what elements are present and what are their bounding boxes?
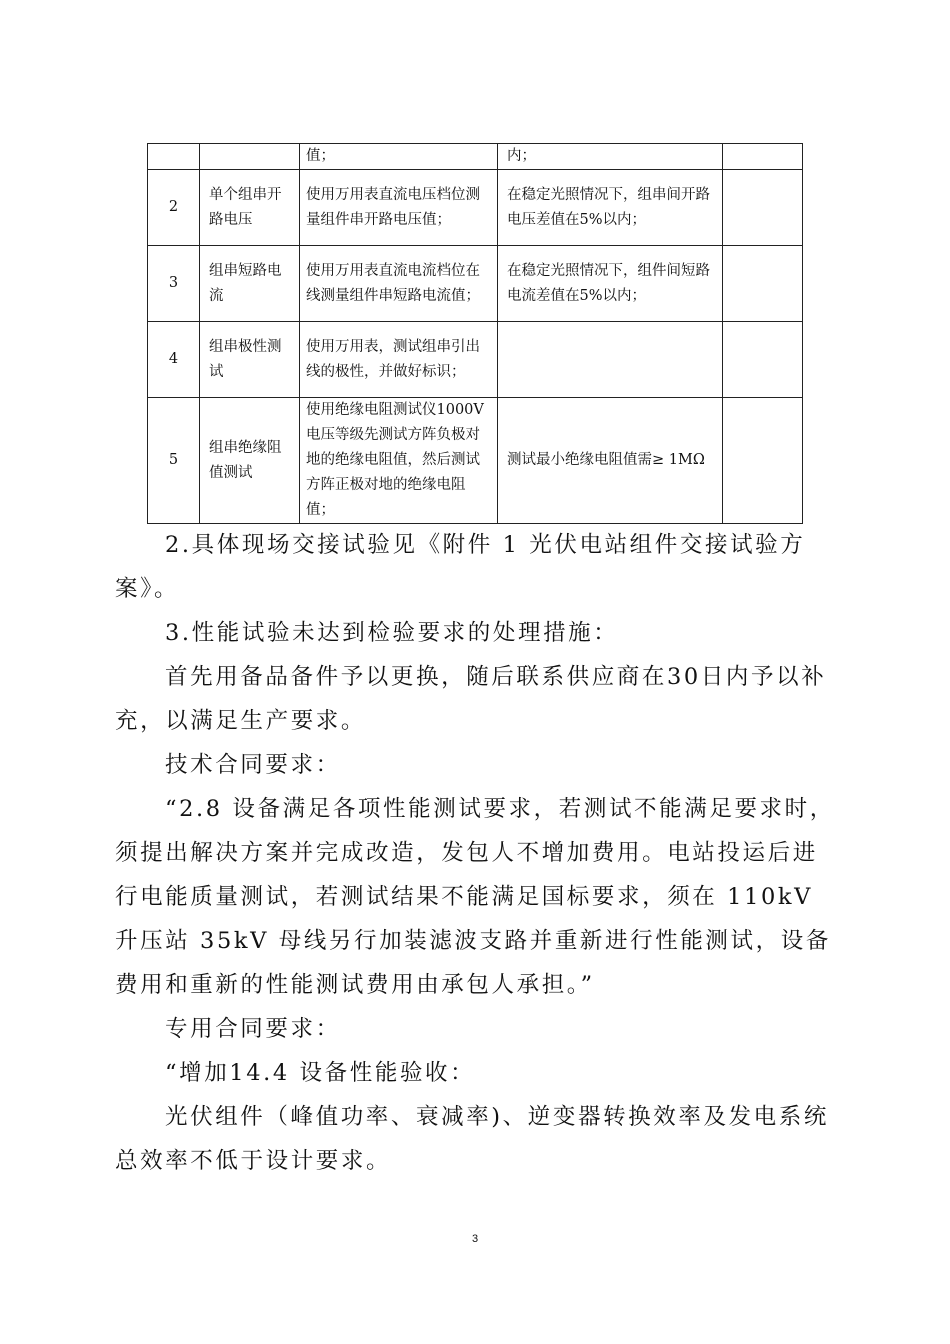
test-method: 使用绝缘电阻测试仪1000V 电压等级先测试方阵负极对地的绝缘电阻值，然后测试方阵正极对地的绝缘电阻值；: [300, 398, 498, 524]
test-note: [723, 322, 803, 398]
test-note: [723, 246, 803, 322]
test-note: [723, 144, 803, 170]
test-item: 组串短路电流: [200, 246, 300, 322]
paragraph-quote-14-4: “增加14.4 设备性能验收：: [165, 1060, 476, 1086]
row-number: [148, 144, 200, 170]
test-criteria: 在稳定光照情况下，组件间短路电流差值在5%以内；: [498, 246, 723, 322]
test-criteria: 在稳定光照情况下，组串间开路电压差值在5%以内；: [498, 170, 723, 246]
test-criteria: [498, 322, 723, 398]
table-row: [148, 246, 803, 322]
test-criteria: 内；: [498, 144, 723, 170]
test-method: 值；: [300, 144, 498, 170]
test-note: [723, 398, 803, 524]
paragraph-technical-contract: 技术合同要求：: [165, 752, 341, 778]
row-number: 5: [148, 398, 200, 524]
paragraph-special-contract: 专用合同要求：: [165, 1016, 341, 1042]
row-number: 2: [148, 170, 200, 246]
test-item: 组串极性测试: [200, 322, 300, 398]
test-method: 使用万用表直流电压档位测量组件串开路电压值；: [300, 170, 498, 246]
paragraph-heading-measures: 3.性能试验未达到检验要求的处理措施：: [165, 620, 619, 646]
table-row: [148, 322, 803, 398]
table-row: [148, 144, 803, 170]
test-item: 组串绝缘阻值测试: [200, 398, 300, 524]
row-number: 3: [148, 246, 200, 322]
test-method: 使用万用表直流电流档位在线测量组件串短路电流值；: [300, 246, 498, 322]
test-criteria: 测试最小绝缘电阻值需≥ 1MΩ: [498, 398, 723, 524]
paragraph-quote-2-8: “2.8 设备满足各项性能测试要求，若测试不能满足要求时，须提出解决方案并完成改造，发包人不增加费用。电站投运后进行电能质量测试，若测试结果不能满足国标要求，须在 110kV 升压站 35kV 母线另行加装滤波支路并重新进行性能测试，设备费用和重新的性能测试费用由承包人承担。”: [115, 796, 835, 998]
table-row: [148, 398, 803, 524]
paragraph-replacement: 首先用备品备件予以更换，随后联系供应商在30日内予以补充，以满足生产要求。: [115, 664, 827, 734]
page-number: 3: [471, 1233, 479, 1245]
test-note: [723, 170, 803, 246]
row-number: 4: [148, 322, 200, 398]
paragraph-pv-efficiency: 光伏组件（峰值功率、衰减率)、逆变器转换效率及发电系统总效率不低于设计要求。: [115, 1104, 829, 1174]
test-item: [200, 144, 300, 170]
table-row: [148, 170, 803, 246]
test-items-table: [147, 143, 803, 524]
test-item: 单个组串开路电压: [200, 170, 300, 246]
paragraph-attachment-reference: 2.具体现场交接试验见《附件 1 光伏电站组件交接试验方案》。: [115, 532, 806, 602]
test-method: 使用万用表，测试组串引出线的极性，并做好标识；: [300, 322, 498, 398]
